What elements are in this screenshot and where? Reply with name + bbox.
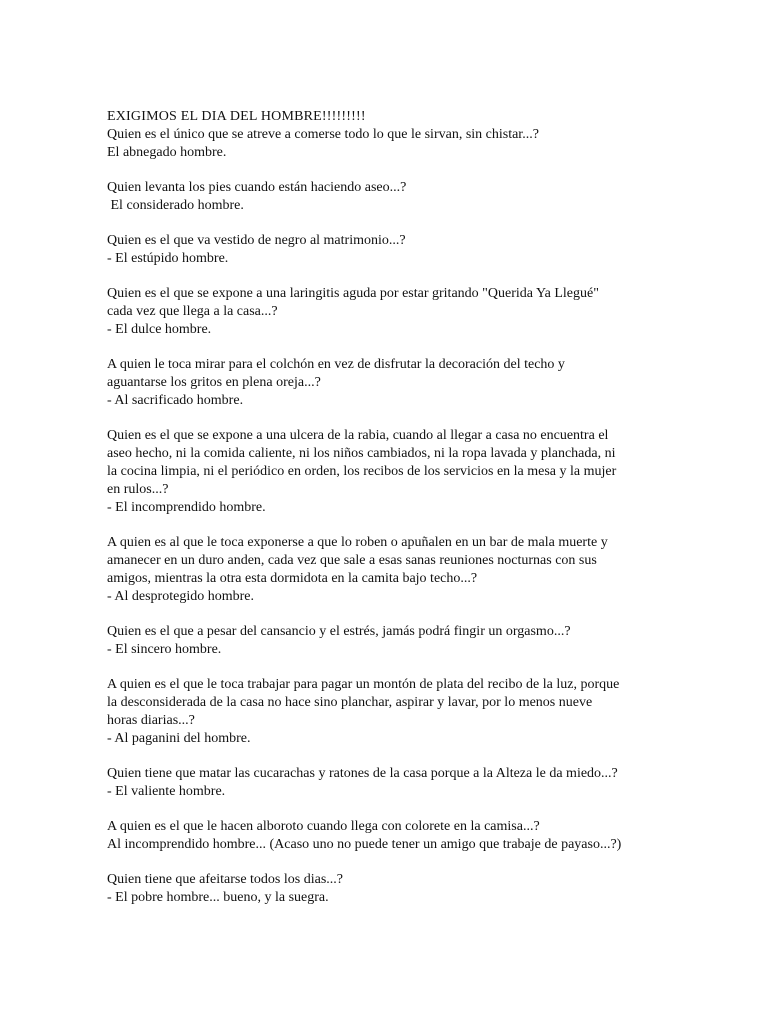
text-line: Al incomprendido hombre... (Acaso uno no puede tener un amigo que trabaje de payaso...?) bbox=[107, 837, 622, 852]
text-line: Quien es el que a pesar del cansancio y el estrés, jamás podrá fingir un orgasmo...? bbox=[107, 624, 571, 639]
document-page bbox=[107, 108, 667, 924]
text-line: aguantarse los gritos en plena oreja...? bbox=[107, 375, 321, 390]
text-line: El abnegado hombre. bbox=[107, 145, 227, 160]
document-title: EXIGIMOS EL DIA DEL HOMBRE!!!!!!!!! bbox=[107, 109, 366, 124]
text-line: Quien tiene que afeitarse todos los dias...? bbox=[107, 872, 343, 887]
document-body bbox=[107, 126, 667, 907]
text-line: - Al paganini del hombre. bbox=[107, 731, 251, 746]
text-line: - El pobre hombre... bueno, y la suegra. bbox=[107, 890, 329, 905]
text-line: amigos, mientras la otra esta dormidota en la camita bajo techo...? bbox=[107, 571, 478, 586]
text-line: horas diarias...? bbox=[107, 713, 195, 728]
paragraph-block bbox=[107, 765, 667, 801]
paragraph-block bbox=[107, 232, 667, 268]
paragraph-block bbox=[107, 356, 667, 410]
paragraph-block bbox=[107, 623, 667, 659]
paragraph-block bbox=[107, 818, 667, 854]
text-line: A quien es al que le toca exponerse a que lo roben o apuñalen en un bar de mala muerte y bbox=[107, 535, 608, 550]
text-line: Quien es el que se expone a una ulcera de la rabia, cuando al llegar a casa no encuentra el bbox=[107, 428, 609, 443]
paragraph-block bbox=[107, 534, 667, 606]
paragraph-block bbox=[107, 871, 667, 907]
text-line: en rulos...? bbox=[107, 482, 169, 497]
text-line: la cocina limpia, ni el periódico en orden, los recibos de los servicios en la mesa y la mujer bbox=[107, 464, 617, 479]
text-line: Quien es el que va vestido de negro al matrimonio...? bbox=[107, 233, 406, 248]
text-line: - El dulce hombre. bbox=[107, 322, 212, 337]
text-line: A quien es el que le hacen alboroto cuando llega con colorete en la camisa...? bbox=[107, 819, 540, 834]
text-line: la desconsiderada de la casa no hace sino planchar, aspirar y lavar, por lo menos nueve bbox=[107, 695, 593, 710]
text-line: - El incomprendido hombre. bbox=[107, 500, 266, 515]
text-line: - El valiente hombre. bbox=[107, 784, 226, 799]
text-line: - Al desprotegido hombre. bbox=[107, 589, 254, 604]
paragraph-block bbox=[107, 427, 667, 517]
text-line: Quien levanta los pies cuando están haciendo aseo...? bbox=[107, 180, 407, 195]
text-line: Quien es el que se expone a una laringitis aguda por estar gritando "Querida Ya Llegué" bbox=[107, 286, 599, 301]
text-line: amanecer en un duro anden, cada vez que sale a esas sanas reuniones nocturnas con sus bbox=[107, 553, 597, 568]
text-line: Quien es el único que se atreve a comerse todo lo que le sirvan, sin chistar...? bbox=[107, 127, 539, 142]
text-line: A quien es el que le toca trabajar para pagar un montón de plata del recibo de la luz, porque bbox=[107, 677, 620, 692]
text-line: A quien le toca mirar para el colchón en vez de disfrutar la decoración del techo y bbox=[107, 357, 565, 372]
paragraph-block bbox=[107, 179, 667, 215]
text-line: - El estúpido hombre. bbox=[107, 251, 229, 266]
text-line: aseo hecho, ni la comida caliente, ni los niños cambiados, ni la ropa lavada y planchada, ni bbox=[107, 446, 616, 461]
text-line: cada vez que llega a la casa...? bbox=[107, 304, 278, 319]
text-line: El considerado hombre. bbox=[107, 198, 244, 213]
paragraph-block bbox=[107, 676, 667, 748]
paragraph-block bbox=[107, 126, 667, 162]
paragraph-block bbox=[107, 285, 667, 339]
text-line: Quien tiene que matar las cucarachas y ratones de la casa porque a la Alteza le da miedo...? bbox=[107, 766, 618, 781]
text-line: - Al sacrificado hombre. bbox=[107, 393, 244, 408]
text-line: - El sincero hombre. bbox=[107, 642, 222, 657]
